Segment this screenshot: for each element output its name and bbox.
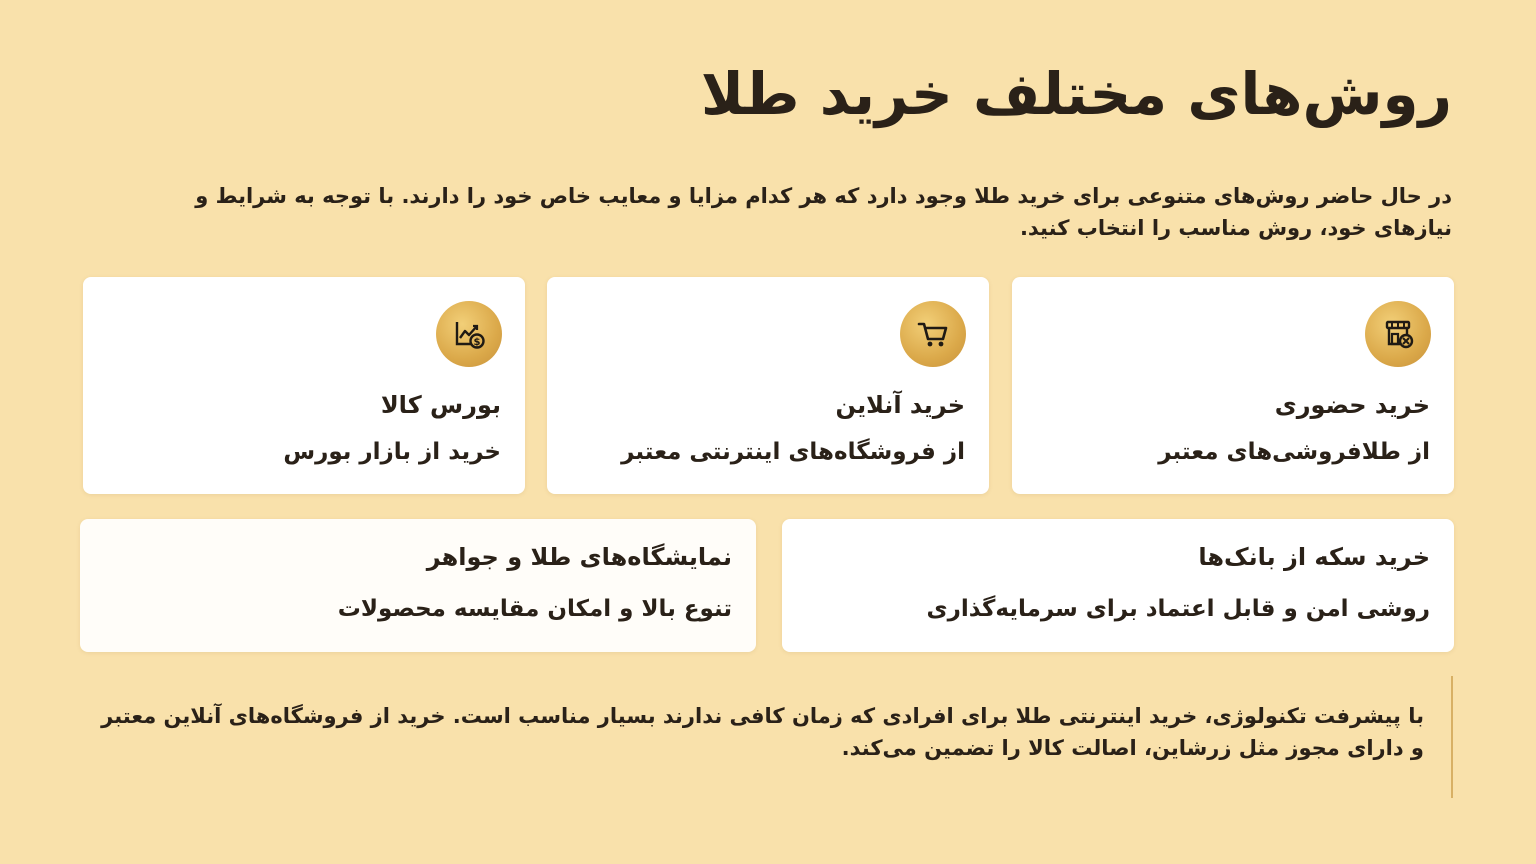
- method-card-exhibitions: [80, 519, 756, 652]
- card-subtitle: از طلافروشی‌های معتبر: [1158, 439, 1430, 465]
- svg-text:$: $: [473, 337, 481, 348]
- cart-icon: [915, 316, 951, 352]
- note-paragraph: با پیشرفت تکنولوژی، خرید اینترنتی طلا برای افرادی که زمان کافی ندارند بسیار مناسب است. خرید از فروشگاه‌های آنلاین معتبر و دارای مجوز مثل زرشاین، اصالت کالا را تضمین می‌کند.: [101, 704, 1424, 760]
- stock-exchange-icon: [451, 316, 487, 352]
- store-icon-badge: [1365, 301, 1431, 367]
- card-title: نمایشگاه‌های طلا و جواهر: [426, 543, 732, 571]
- card-subtitle: روشی امن و قابل اعتماد برای سرمایه‌گذاری: [926, 596, 1430, 622]
- method-card-online: [547, 277, 989, 494]
- card-title: خرید آنلاین: [835, 391, 965, 419]
- card-subtitle: تنوع بالا و امکان مقایسه محصولات: [337, 596, 732, 622]
- method-card-exchange: [83, 277, 525, 494]
- card-title: خرید سکه از بانک‌ها: [1198, 543, 1430, 571]
- card-subtitle: خرید از بازار بورس: [283, 439, 501, 465]
- intro-paragraph: در حال حاضر روش‌های متنوعی برای خرید طلا وجود دارد که هر کدام مزایا و معایب خاص خود را دارند. با توجه به شرایط و نیازهای خود، روش مناسب را انتخاب کنید.: [195, 184, 1452, 240]
- cart-icon-badge: [900, 301, 966, 367]
- stock-exchange-icon-badge: [436, 301, 502, 367]
- method-card-bank-coins: [782, 519, 1454, 652]
- note-divider: [1451, 676, 1453, 798]
- card-title: خرید حضوری: [1274, 391, 1430, 419]
- store-icon: [1380, 316, 1416, 352]
- card-subtitle: از فروشگاه‌های اینترنتی معتبر: [621, 439, 965, 465]
- method-card-in-person: [1012, 277, 1454, 494]
- page-title: روش‌های مختلف خرید طلا: [700, 60, 1452, 128]
- card-title: بورس کالا: [380, 391, 501, 419]
